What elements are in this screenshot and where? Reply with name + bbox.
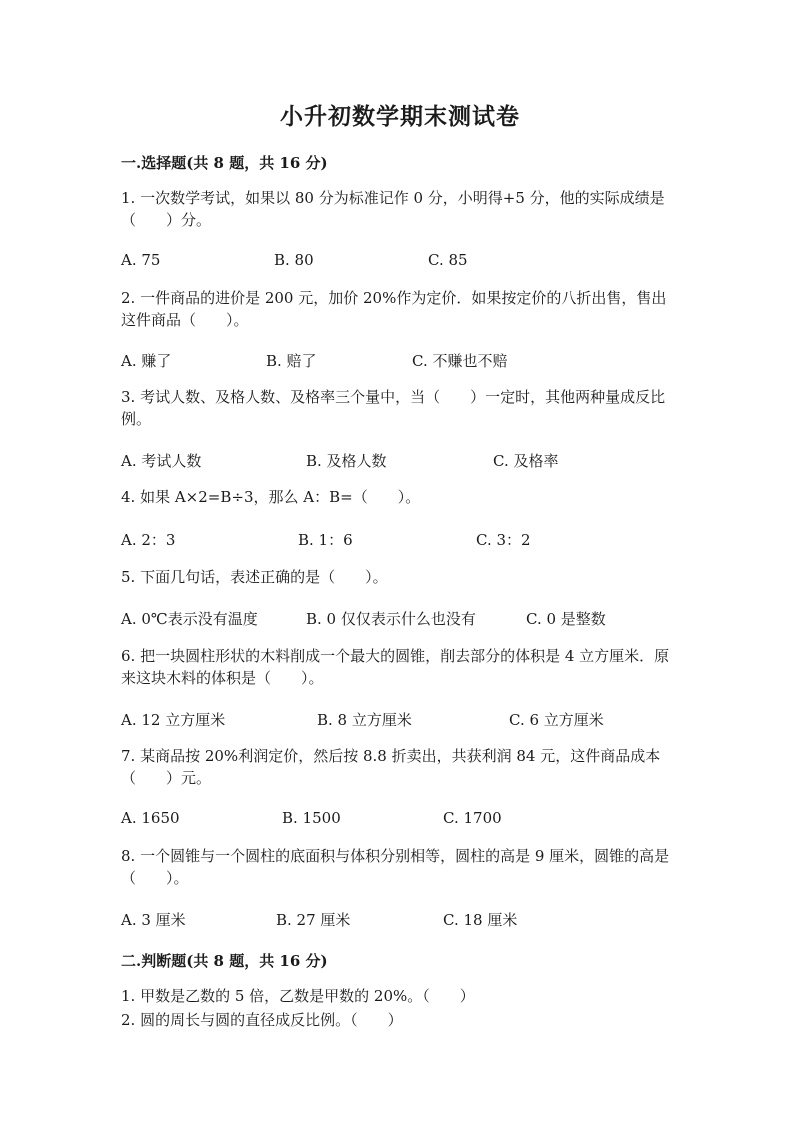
option-1c: C. 85 bbox=[428, 251, 468, 269]
option-1a: A. 75 bbox=[121, 251, 161, 269]
judgment-1: 1. 甲数是乙数的 5 倍，乙数是甲数的 20%。（ ） bbox=[121, 987, 475, 1005]
page-title: 小升初数学期末测试卷 bbox=[280, 103, 520, 130]
option-7c: C. 1700 bbox=[443, 809, 502, 827]
option-4c: C. 3：2 bbox=[476, 531, 531, 549]
option-6c: C. 6 立方厘米 bbox=[509, 711, 604, 729]
option-2c: C. 不赚也不赔 bbox=[412, 352, 508, 370]
section-heading-judgment: 二.判断题(共 8 题，共 16 分) bbox=[121, 952, 328, 970]
option-7b: B. 1500 bbox=[282, 809, 341, 827]
option-5a: A. 0℃表示没有温度 bbox=[121, 610, 258, 628]
question-1: 1. 一次数学考试，如果以 80 分为标准记作 0 分，小明得+5 分，他的实际成绩是（ ）分。 bbox=[121, 189, 665, 229]
question-5: 5. 下面几句话，表述正确的是（ ）。 bbox=[121, 568, 388, 586]
option-2a: A. 赚了 bbox=[121, 352, 172, 370]
option-3c: C. 及格率 bbox=[493, 452, 559, 470]
question-2: 2. 一件商品的进价是 200 元，加价 20%作为定价．如果按定价的八折出售，售出这件商品（ ）。 bbox=[121, 289, 667, 329]
option-4b: B. 1：6 bbox=[298, 531, 353, 549]
option-5b: B. 0 仅仅表示什么也没有 bbox=[306, 610, 476, 628]
option-4a: A. 2：3 bbox=[121, 531, 176, 549]
question-7: 7. 某商品按 20%利润定价，然后按 8.8 折卖出，共获利润 84 元，这件商品成本（ ）元。 bbox=[121, 747, 661, 787]
option-6a: A. 12 立方厘米 bbox=[121, 711, 226, 729]
option-5c: C. 0 是整数 bbox=[526, 610, 606, 628]
judgment-2: 2. 圆的周长与圆的直径成反比例。（ ） bbox=[121, 1011, 403, 1029]
option-2b: B. 赔了 bbox=[266, 352, 317, 370]
section-heading-choice: 一.选择题(共 8 题，共 16 分) bbox=[121, 154, 328, 172]
question-8: 8. 一个圆锥与一个圆柱的底面积与体积分别相等，圆柱的高是 9 厘米，圆锥的高是（ ）。 bbox=[121, 847, 670, 887]
option-8a: A. 3 厘米 bbox=[121, 911, 186, 929]
option-8c: C. 18 厘米 bbox=[443, 911, 518, 929]
question-3: 3. 考试人数、及格人数、及格率三个量中，当（ ）一定时，其他两种量成反比例。 bbox=[121, 388, 666, 428]
question-4: 4. 如果 A×2=B÷3，那么 A：B=（ ）。 bbox=[121, 488, 421, 506]
option-1b: B. 80 bbox=[274, 251, 314, 269]
option-6b: B. 8 立方厘米 bbox=[317, 711, 412, 729]
option-3a: A. 考试人数 bbox=[121, 452, 202, 470]
question-6: 6. 把一块圆柱形状的木料削成一个最大的圆锥，削去部分的体积是 4 立方厘米．原来这块木料的体积是（ ）。 bbox=[121, 647, 670, 687]
option-8b: B. 27 厘米 bbox=[276, 911, 351, 929]
option-3b: B. 及格人数 bbox=[306, 452, 387, 470]
option-7a: A. 1650 bbox=[121, 809, 180, 827]
